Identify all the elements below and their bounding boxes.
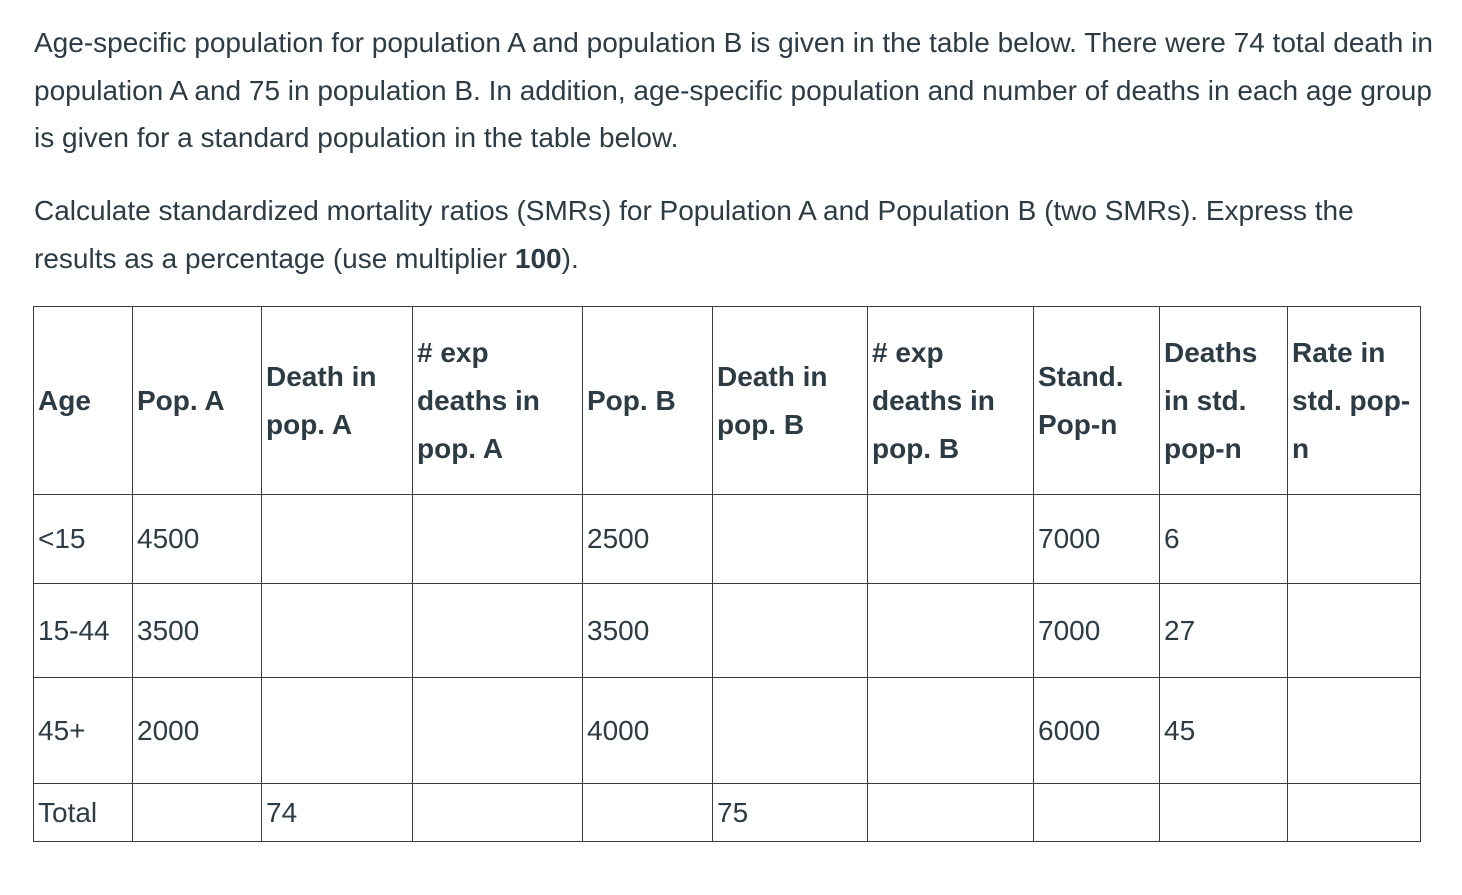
cell-rate-std-pop (1288, 784, 1421, 842)
cell-pop-a: 4500 (133, 495, 262, 584)
cell-pop-a (133, 784, 262, 842)
question-paragraph-2 (34, 187, 1434, 282)
header-deaths-std-pop: Deaths in std. pop-n (1160, 307, 1288, 495)
cell-death-pop-b: 75 (713, 784, 868, 842)
cell-age: Total (34, 784, 133, 842)
header-exp-deaths-pop-a: # exp deaths in pop. A (413, 307, 583, 495)
cell-pop-b (583, 784, 713, 842)
header-exp-deaths-pop-b: # exp deaths in pop. B (868, 307, 1034, 495)
cell-death-pop-b (713, 495, 868, 584)
cell-pop-b: 4000 (583, 678, 713, 784)
cell-pop-a: 2000 (133, 678, 262, 784)
header-death-pop-a: Death in pop. A (262, 307, 413, 495)
cell-exp-deaths-pop-a (413, 678, 583, 784)
table-row (34, 584, 1421, 678)
cell-rate-std-pop (1288, 495, 1421, 584)
mortality-table (33, 306, 1421, 842)
instruction-text-end: ). (561, 242, 579, 274)
cell-exp-deaths-pop-b (868, 678, 1034, 784)
instruction-text: Calculate standardized mortality ratios (SMRs) for Population A and Population B (two SMRs). Express the results as a percentage (use multiplier (34, 195, 1354, 274)
cell-exp-deaths-pop-a (413, 584, 583, 678)
cell-stand-pop: 7000 (1034, 584, 1160, 678)
cell-death-pop-a (262, 678, 413, 784)
table-row (34, 495, 1421, 584)
cell-deaths-std-pop (1160, 784, 1288, 842)
table-row (34, 678, 1421, 784)
table-row-total (34, 784, 1421, 842)
header-death-pop-b: Death in pop. B (713, 307, 868, 495)
cell-stand-pop (1034, 784, 1160, 842)
cell-death-pop-a (262, 495, 413, 584)
cell-age: 45+ (34, 678, 133, 784)
cell-exp-deaths-pop-b (868, 584, 1034, 678)
cell-deaths-std-pop: 6 (1160, 495, 1288, 584)
cell-pop-b: 2500 (583, 495, 713, 584)
cell-death-pop-b (713, 678, 868, 784)
header-pop-b: Pop. B (583, 307, 713, 495)
cell-deaths-std-pop: 45 (1160, 678, 1288, 784)
cell-rate-std-pop (1288, 584, 1421, 678)
cell-pop-a: 3500 (133, 584, 262, 678)
cell-age: <15 (34, 495, 133, 584)
table-header-row (34, 307, 1421, 495)
header-pop-a: Pop. A (133, 307, 262, 495)
header-rate-std-pop: Rate in std. pop-n (1288, 307, 1421, 495)
cell-stand-pop: 6000 (1034, 678, 1160, 784)
cell-exp-deaths-pop-a (413, 784, 583, 842)
cell-pop-b: 3500 (583, 584, 713, 678)
cell-rate-std-pop (1288, 678, 1421, 784)
cell-age: 15-44 (34, 584, 133, 678)
cell-stand-pop: 7000 (1034, 495, 1160, 584)
cell-death-pop-a: 74 (262, 784, 413, 842)
question-paragraph-1: Age-specific population for population A and population B is given in the table below. There were 74 total death in population A and 75 in population B. In addition, age-specific population and number of deaths in each age group is given for a standard population in the table below. (34, 27, 1433, 153)
cell-death-pop-a (262, 584, 413, 678)
cell-exp-deaths-pop-b (868, 495, 1034, 584)
cell-death-pop-b (713, 584, 868, 678)
cell-deaths-std-pop: 27 (1160, 584, 1288, 678)
multiplier-value: 100 (514, 242, 562, 274)
header-stand-pop: Stand. Pop-n (1034, 307, 1160, 495)
cell-exp-deaths-pop-b (868, 784, 1034, 842)
cell-exp-deaths-pop-a (413, 495, 583, 584)
header-age: Age (34, 307, 133, 495)
